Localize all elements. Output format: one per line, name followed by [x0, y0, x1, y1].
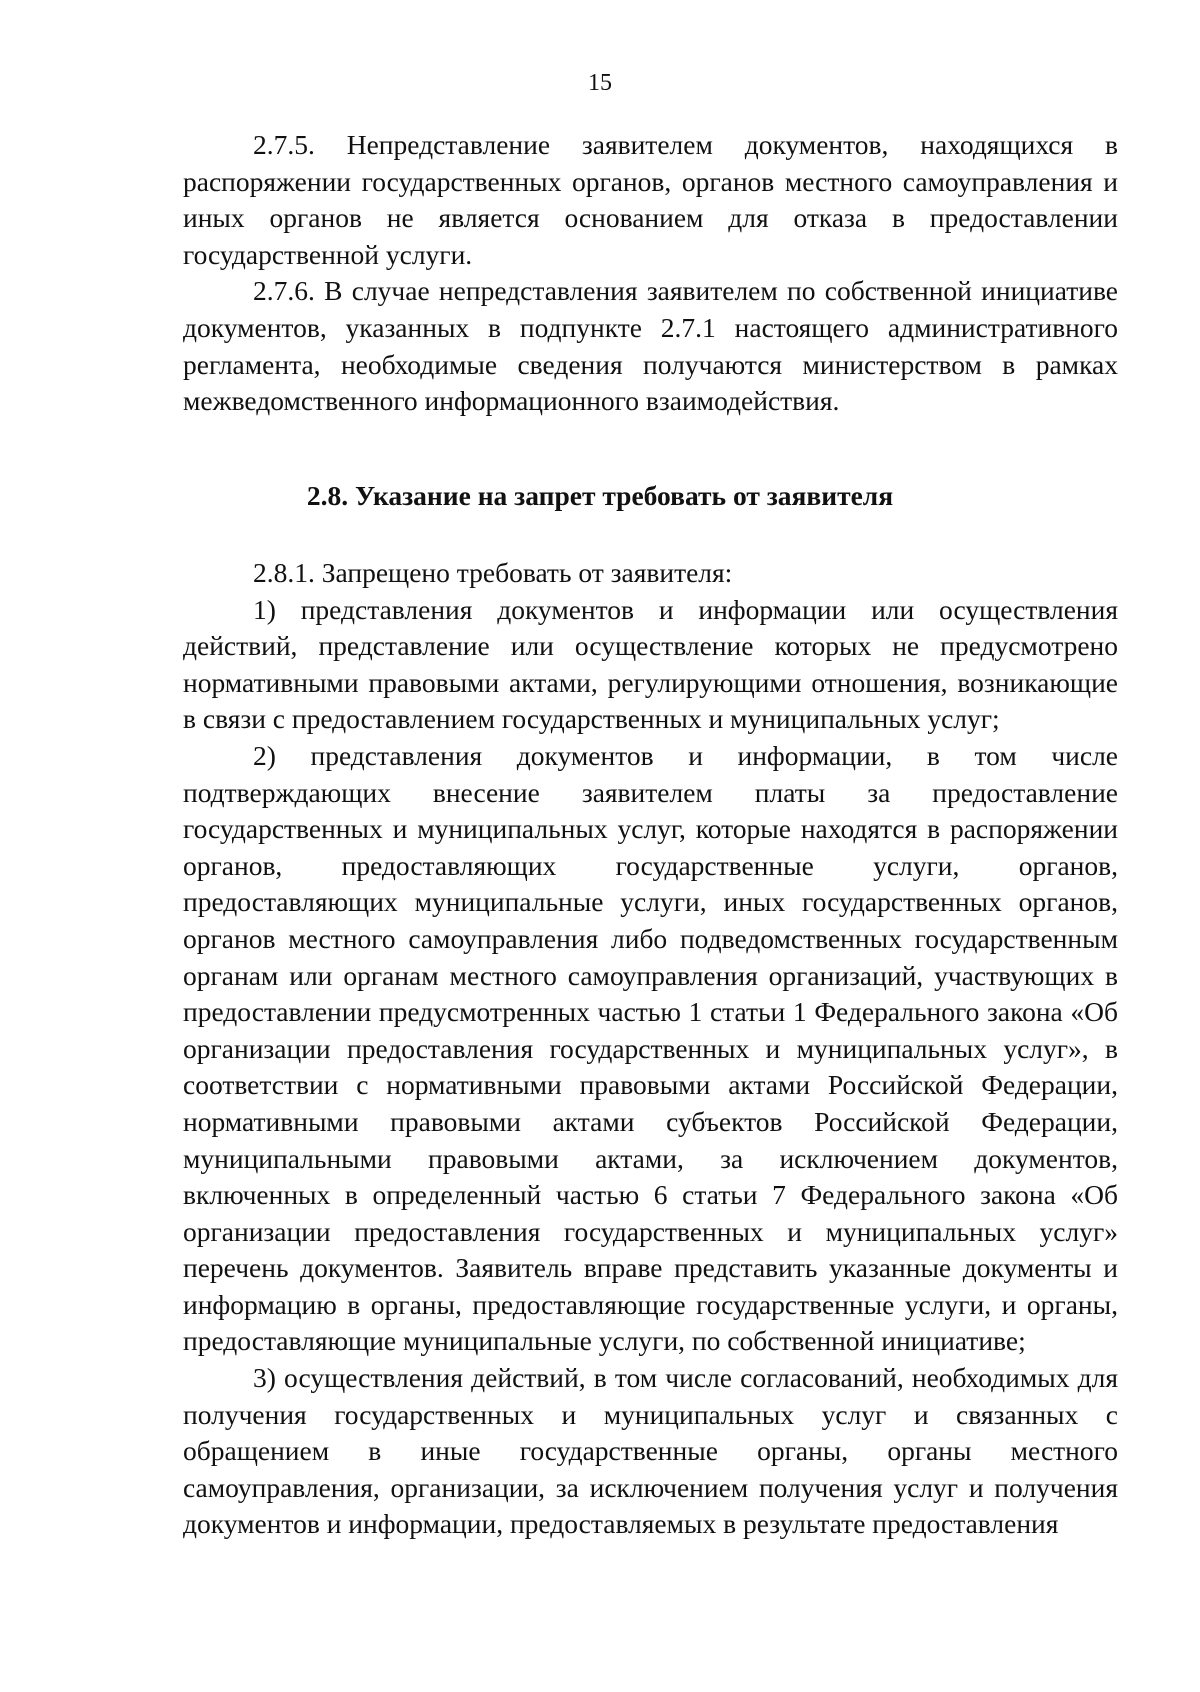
text-block-bottom [183, 555, 1118, 1543]
list-item-1: 1) представления документов и информации или осуществления действий, представление или осуществление которых не предусмотрено нормативными правовыми актами, регулирующими отношения, возникающие в связи с предоставлением государственных и муниципальных услуг; [183, 593, 1118, 735]
paragraph-2-7-6: 2.7.6. В случае непредставления заявителем по собственной инициативе документов, указанных в подпункте 2.7.1 настоящего административного регламента, необходимые сведения получаются министерством в рамках межведомственного информационного взаимодействия. [183, 275, 1118, 417]
paragraph-2-8-1: 2.8.1. Запрещено требовать от заявителя: [253, 557, 733, 588]
text-block-top [183, 127, 1118, 420]
page-number: 15 [588, 70, 612, 96]
paragraph-2-7-5: 2.7.5. Непредставление заявителем документов, находящихся в распоряжении государственных органов, органов местного самоуправления и иных органов не является основанием для отказа в предоставлении государственной услуги. [183, 129, 1118, 270]
list-item-2: 2) представления документов и информации, в том числе подтверждающих внесение заявителем платы за предоставление государственных и муниципальных услуг, которые находятся в распоряжении органов, предоставляющих государственные услуги, органов, предоставляющих муниципальные услуги, иных государственных органов, органов местного самоуправления либо подведомственных государственным органам или органам местного самоуправления организаций, участвующих в предоставлении предусмотренных частью 1 статьи 1 Федерального закона «Об организации предоставления государственных и муниципальных услуг», в соответствии с нормативными правовыми актами Российской Федерации, нормативными правовыми актами субъектов Российской Федерации, муниципальными правовыми актами, за исключением документов, включенных в определенный частью 6 статьи 7 Федерального закона «Об организации предоставления государственных и муниципальных услуг» перечень документов. Заявитель вправе представить указанные документы и информацию в органы, предоставляющие государственные услуги, и органы, предоставляющие муниципальные услуги, по собственной инициативе; [183, 739, 1118, 1357]
list-item-3: 3) осуществления действий, в том числе согласований, необходимых для получения государственных и муниципальных услуг и связанных с обращением в иные государственные органы, органы местного самоуправления, организации, за исключением получения услуг и получения документов и информации, предоставляемых в результате предоставления [183, 1362, 1118, 1540]
section-heading: 2.8. Указание на запрет требовать от заявителя [306, 480, 894, 511]
